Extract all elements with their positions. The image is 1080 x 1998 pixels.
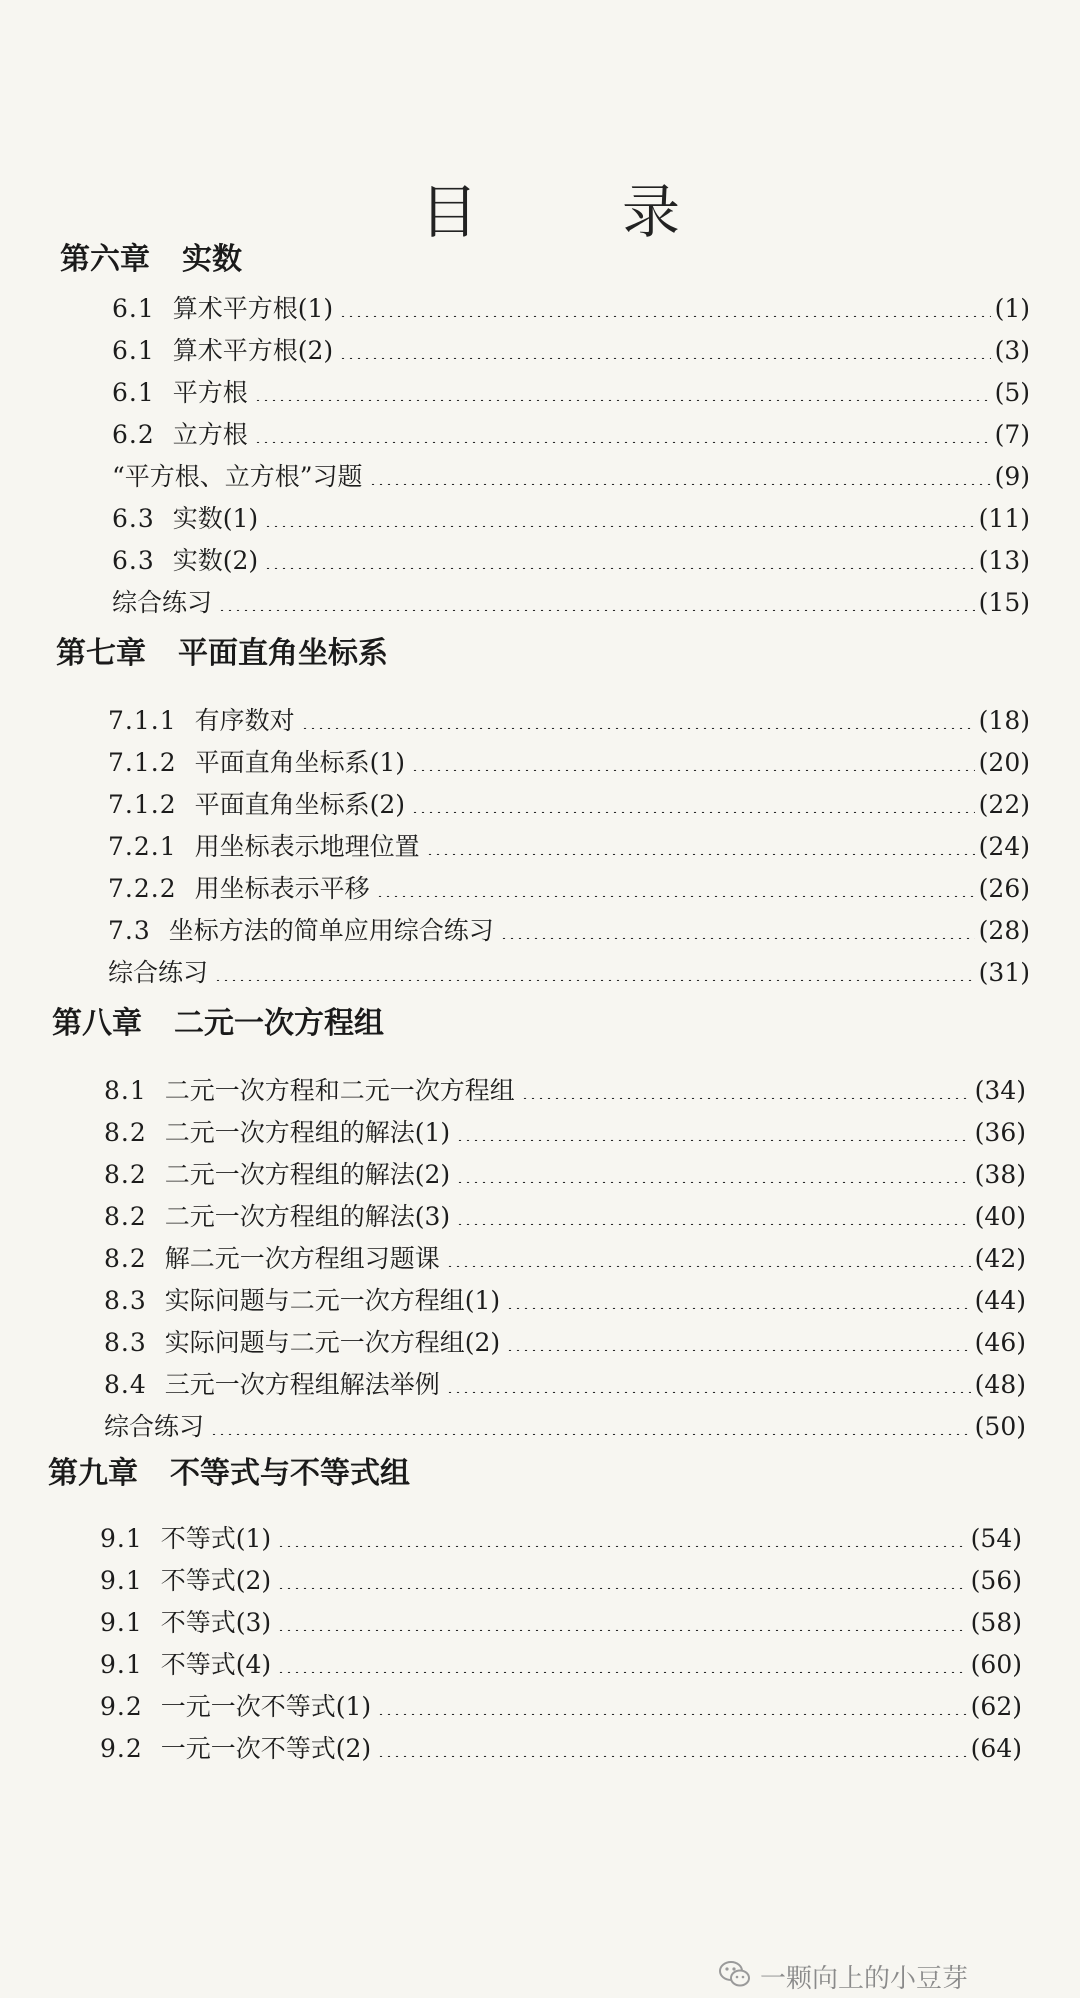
toc-entry[interactable] xyxy=(112,290,1030,328)
entry-title: 实数(2) xyxy=(172,546,259,575)
page-number: (42) xyxy=(974,1244,1026,1273)
section-number: 6.1 xyxy=(112,294,155,323)
section-number: 9.1 xyxy=(100,1524,143,1553)
section-number: 9.2 xyxy=(100,1692,143,1721)
entry-title: 用坐标表示地理位置 xyxy=(194,832,420,861)
page-number: (50) xyxy=(974,1412,1026,1441)
page-number: (26) xyxy=(978,874,1030,903)
toc-entry[interactable] xyxy=(104,1324,1026,1362)
entry-title: 坐标方法的简单应用综合练习 xyxy=(168,916,494,945)
entry-title: 算术平方根(2) xyxy=(172,336,334,365)
toc-entry[interactable] xyxy=(108,870,1030,908)
entry-title: 有序数对 xyxy=(194,706,295,735)
section-number: 7.1.2 xyxy=(108,748,177,777)
entry-title: 三元一次方程组解法举例 xyxy=(164,1370,440,1399)
page-number: (38) xyxy=(974,1160,1026,1189)
dot-leader xyxy=(277,1671,966,1673)
page-number: (54) xyxy=(970,1524,1022,1553)
section-number: 6.1 xyxy=(112,336,155,365)
entry-title: 解二元一次方程组习题课 xyxy=(164,1244,440,1273)
chapter-label: 第九章 xyxy=(48,1456,138,1491)
dot-leader xyxy=(521,1097,971,1099)
entry-title: 平面直角坐标系(2) xyxy=(194,790,406,819)
entry-title: 算术平方根(1) xyxy=(172,294,334,323)
title-char-2: 录 xyxy=(622,178,681,246)
page-number: (60) xyxy=(970,1650,1022,1679)
entry-title: 二元一次方程组的解法(1) xyxy=(164,1118,451,1147)
page-number: (18) xyxy=(978,706,1030,735)
entry-title: 平面直角坐标系(1) xyxy=(194,748,406,777)
page-number: (58) xyxy=(970,1608,1022,1637)
toc-entry[interactable] xyxy=(100,1562,1022,1600)
entry-title: 综合练习 xyxy=(104,1412,205,1441)
entry-title: 二元一次方程组的解法(2) xyxy=(164,1160,451,1189)
dot-leader xyxy=(210,1433,971,1435)
page-number: (40) xyxy=(974,1202,1026,1231)
page-number: (1) xyxy=(994,294,1030,323)
section-number: 9.1 xyxy=(100,1650,143,1679)
dot-leader xyxy=(411,811,975,813)
dot-leader xyxy=(376,895,975,897)
chapter-heading-8 xyxy=(52,1004,384,1044)
toc-entry[interactable] xyxy=(108,786,1030,824)
section-number: 7.2.1 xyxy=(108,832,177,861)
dot-leader xyxy=(264,567,974,569)
section-number: 9.1 xyxy=(100,1608,143,1637)
watermark-text: 一颗向上的小豆芽 xyxy=(760,1964,969,1994)
section-number: 6.3 xyxy=(112,504,155,533)
toc-entry[interactable] xyxy=(108,954,1030,992)
toc-entry[interactable] xyxy=(100,1688,1022,1726)
page-number: (24) xyxy=(978,832,1030,861)
page-number: (36) xyxy=(974,1118,1026,1147)
dot-leader xyxy=(254,441,991,443)
entry-title: 不等式(4) xyxy=(160,1650,272,1679)
entry-title: 实数(1) xyxy=(172,504,259,533)
dot-leader xyxy=(264,525,974,527)
entry-title: 二元一次方程和二元一次方程组 xyxy=(164,1076,515,1105)
entry-title: 用坐标表示平移 xyxy=(194,874,370,903)
chapter-label: 第八章 xyxy=(52,1006,142,1041)
chapter-heading-6 xyxy=(60,240,242,280)
page-number: (64) xyxy=(970,1734,1022,1763)
dot-leader xyxy=(456,1181,970,1183)
dot-leader xyxy=(369,483,991,485)
section-number: 8.2 xyxy=(104,1160,147,1189)
toc-entry[interactable] xyxy=(100,1604,1022,1642)
dot-leader xyxy=(446,1391,971,1393)
page-number: (15) xyxy=(978,588,1030,617)
toc-entry[interactable] xyxy=(112,542,1030,580)
dot-leader xyxy=(500,937,975,939)
page-number: (44) xyxy=(974,1286,1026,1315)
toc-entry[interactable] xyxy=(112,416,1030,454)
section-number: 8.2 xyxy=(104,1202,147,1231)
section-number: 8.2 xyxy=(104,1244,147,1273)
section-number: 8.4 xyxy=(104,1370,147,1399)
chapter-heading-7 xyxy=(56,634,388,674)
dot-leader xyxy=(456,1139,970,1141)
section-number: 7.1.1 xyxy=(108,706,177,735)
toc-entry[interactable] xyxy=(104,1072,1026,1110)
page-number: (5) xyxy=(994,378,1030,407)
page-number: (31) xyxy=(978,958,1030,987)
section-number: 8.2 xyxy=(104,1118,147,1147)
entry-title: 实际问题与二元一次方程组(2) xyxy=(164,1328,501,1357)
section-number: 7.3 xyxy=(108,916,151,945)
entry-title: 一元一次不等式(1) xyxy=(160,1692,372,1721)
section-number: 7.1.2 xyxy=(108,790,177,819)
toc-entry[interactable] xyxy=(112,458,1030,496)
toc-entry[interactable] xyxy=(104,1366,1026,1404)
toc-entry[interactable] xyxy=(104,1240,1026,1278)
dot-leader xyxy=(456,1223,970,1225)
toc-entry[interactable] xyxy=(112,500,1030,538)
entry-title: 一元一次不等式(2) xyxy=(160,1734,372,1763)
toc-entry[interactable] xyxy=(104,1198,1026,1236)
section-number: 7.2.2 xyxy=(108,874,177,903)
toc-entry[interactable] xyxy=(100,1730,1022,1768)
section-number: 6.2 xyxy=(112,420,155,449)
page-number: (9) xyxy=(994,462,1030,491)
entry-title: “平方根、立方根”习题 xyxy=(112,462,363,491)
entry-title: 综合练习 xyxy=(112,588,213,617)
chapter-label: 第六章 xyxy=(60,242,150,277)
page-number: (34) xyxy=(974,1076,1026,1105)
section-number: 6.1 xyxy=(112,378,155,407)
dot-leader xyxy=(377,1755,966,1757)
entry-title: 不等式(1) xyxy=(160,1524,272,1553)
dot-leader xyxy=(411,769,975,771)
chapter-name: 实数 xyxy=(182,242,242,277)
entry-title: 不等式(3) xyxy=(160,1608,272,1637)
chapter-name: 平面直角坐标系 xyxy=(178,636,388,671)
page-number: (48) xyxy=(974,1370,1026,1399)
page-number: (62) xyxy=(970,1692,1022,1721)
section-number: 8.3 xyxy=(104,1328,147,1357)
page-number: (11) xyxy=(978,504,1030,533)
section-number: 9.2 xyxy=(100,1734,143,1763)
chapter-heading-9 xyxy=(48,1454,410,1494)
title-char-1: 目 xyxy=(420,178,479,246)
page-number: (7) xyxy=(994,420,1030,449)
toc-entry[interactable] xyxy=(108,828,1030,866)
dot-leader xyxy=(277,1587,966,1589)
entry-title: 立方根 xyxy=(172,420,248,449)
chapter-label: 第七章 xyxy=(56,636,146,671)
toc-entry[interactable] xyxy=(112,332,1030,370)
toc-entry[interactable] xyxy=(104,1282,1026,1320)
entry-title: 综合练习 xyxy=(108,958,209,987)
dot-leader xyxy=(339,315,990,317)
dot-leader xyxy=(426,853,975,855)
chapter-name: 二元一次方程组 xyxy=(174,1006,384,1041)
section-number: 6.3 xyxy=(112,546,155,575)
dot-leader xyxy=(446,1265,971,1267)
toc-entry[interactable] xyxy=(108,702,1030,740)
toc-entry[interactable] xyxy=(112,374,1030,412)
toc-entry[interactable] xyxy=(104,1156,1026,1194)
dot-leader xyxy=(506,1307,970,1309)
page-number: (3) xyxy=(994,336,1030,365)
dot-leader xyxy=(254,399,991,401)
entry-title: 不等式(2) xyxy=(160,1566,272,1595)
dot-leader xyxy=(301,727,975,729)
entry-title: 实际问题与二元一次方程组(1) xyxy=(164,1286,501,1315)
dot-leader xyxy=(218,609,975,611)
page-number: (28) xyxy=(978,916,1030,945)
page-number: (46) xyxy=(974,1328,1026,1357)
toc-entry[interactable] xyxy=(112,584,1030,622)
toc-entry[interactable] xyxy=(100,1646,1022,1684)
toc-entry[interactable] xyxy=(104,1408,1026,1446)
section-number: 8.3 xyxy=(104,1286,147,1315)
dot-leader xyxy=(506,1349,970,1351)
toc-entry[interactable] xyxy=(104,1114,1026,1152)
wechat-icon xyxy=(718,1958,752,1990)
entry-title: 二元一次方程组的解法(3) xyxy=(164,1202,451,1231)
entry-title: 平方根 xyxy=(172,378,248,407)
dot-leader xyxy=(214,979,975,981)
section-number: 9.1 xyxy=(100,1566,143,1595)
chapter-name: 不等式与不等式组 xyxy=(170,1456,410,1491)
section-number: 8.1 xyxy=(104,1076,147,1105)
toc-entry[interactable] xyxy=(108,744,1030,782)
page-number: (13) xyxy=(978,546,1030,575)
toc-entry[interactable] xyxy=(100,1520,1022,1558)
page-number: (56) xyxy=(970,1566,1022,1595)
page-number: (22) xyxy=(978,790,1030,819)
dot-leader xyxy=(277,1629,966,1631)
toc-entry[interactable] xyxy=(108,912,1030,950)
page-number: (20) xyxy=(978,748,1030,777)
dot-leader xyxy=(339,357,990,359)
dot-leader xyxy=(277,1545,966,1547)
dot-leader xyxy=(377,1713,966,1715)
